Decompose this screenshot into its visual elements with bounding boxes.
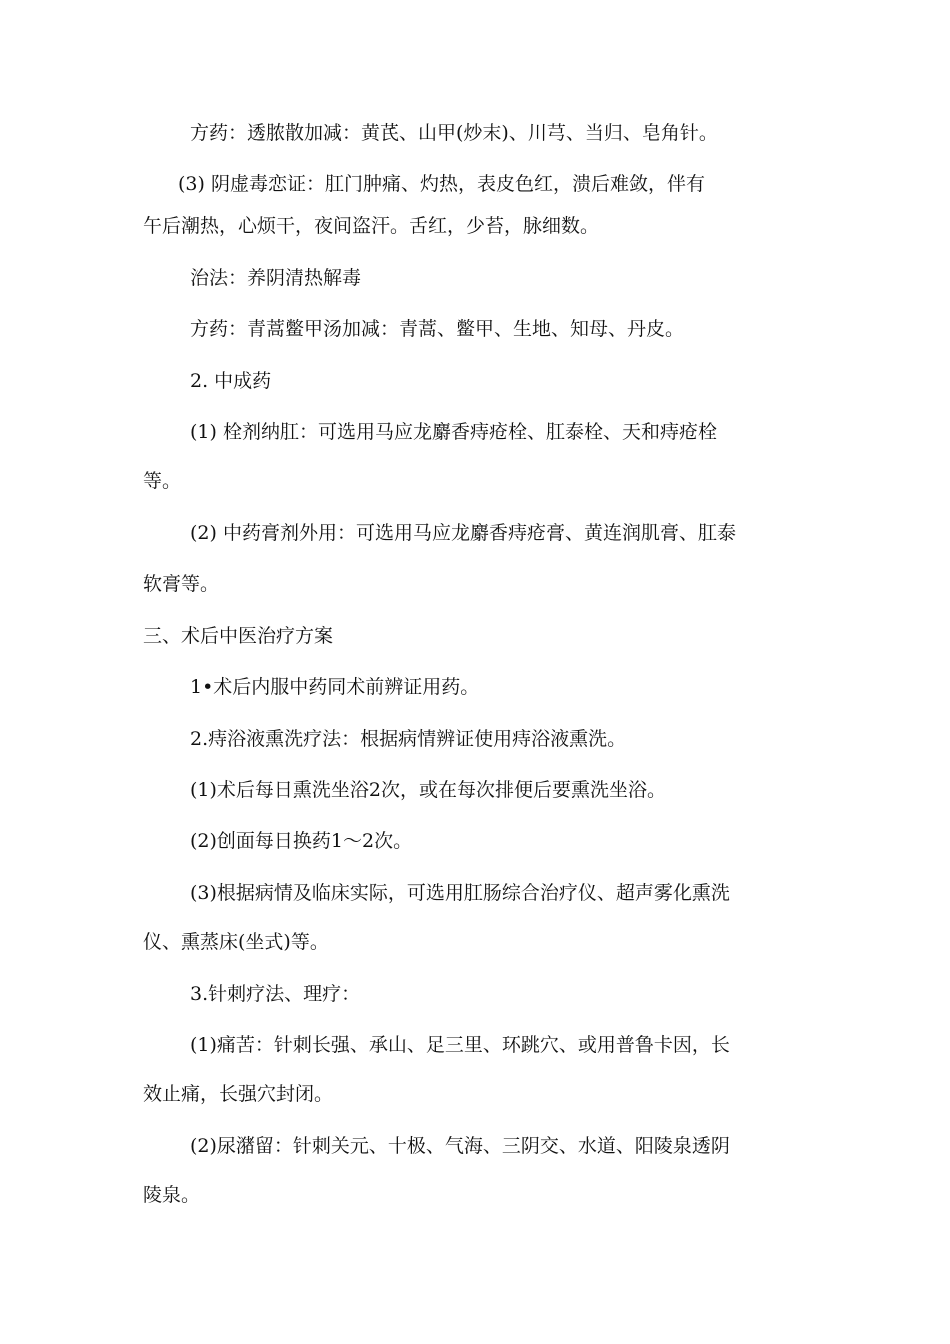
paragraph-line: 3.针刺疗法、理疗：	[190, 983, 361, 1005]
section-heading: 2. 中成药	[190, 370, 272, 392]
paragraph-line: (1)术后每日熏洗坐浴2次，或在每次排便后要熏洗坐浴。	[190, 779, 667, 801]
paragraph-line: 等。	[143, 470, 182, 492]
paragraph-line: 午后潮热，心烦干，夜间盗汗。舌红，少苔，脉细数。	[143, 215, 600, 237]
paragraph-line: (1) 栓剂纳肛：可选用马应龙麝香痔疮栓、肛泰栓、天和痔疮栓	[190, 421, 717, 443]
paragraph-line: 2.痔浴液熏洗疗法：根据病情辨证使用痔浴液熏洗。	[190, 728, 627, 750]
paragraph-line: 软膏等。	[143, 573, 220, 595]
paragraph-line: 陵泉。	[143, 1184, 201, 1206]
paragraph-line: (3) 阴虚毒恋证：肛门肿痛、灼热，表皮色红，溃后难敛，伴有	[178, 173, 705, 195]
paragraph-line: (1)痛苦：针刺长强、承山、足三里、环跳穴、或用普鲁卡因，长	[190, 1034, 730, 1056]
paragraph-line: 仪、熏蒸床(坐式)等。	[143, 931, 329, 953]
paragraph-line: (2) 中药膏剂外用：可选用马应龙麝香痔疮膏、黄连润肌膏、肛泰	[190, 522, 736, 544]
paragraph-line: 1•术后内服中药同术前辨证用药。	[190, 676, 480, 698]
paragraph-line: (2)创面每日换药1〜2次。	[190, 830, 413, 852]
paragraph-line: 效止痛，长强穴封闭。	[143, 1083, 334, 1105]
paragraph-line: (3)根据病情及临床实际，可选用肛肠综合治疗仪、超声雾化熏洗	[190, 882, 730, 904]
paragraph-line: 方药：透脓散加减：黄芪、山甲(炒末)、川芎、当归、皂角针。	[190, 122, 718, 144]
paragraph-line: 方药：青蒿鳖甲汤加减：青蒿、鳖甲、生地、知母、丹皮。	[190, 318, 685, 340]
paragraph-line: 治法：养阴清热解毒	[190, 267, 362, 289]
paragraph-line: (2)尿潴留：针刺关元、十极、气海、三阴交、水道、阳陵泉透阴	[190, 1135, 730, 1157]
section-heading: 三、术后中医治疗方案	[143, 625, 334, 647]
